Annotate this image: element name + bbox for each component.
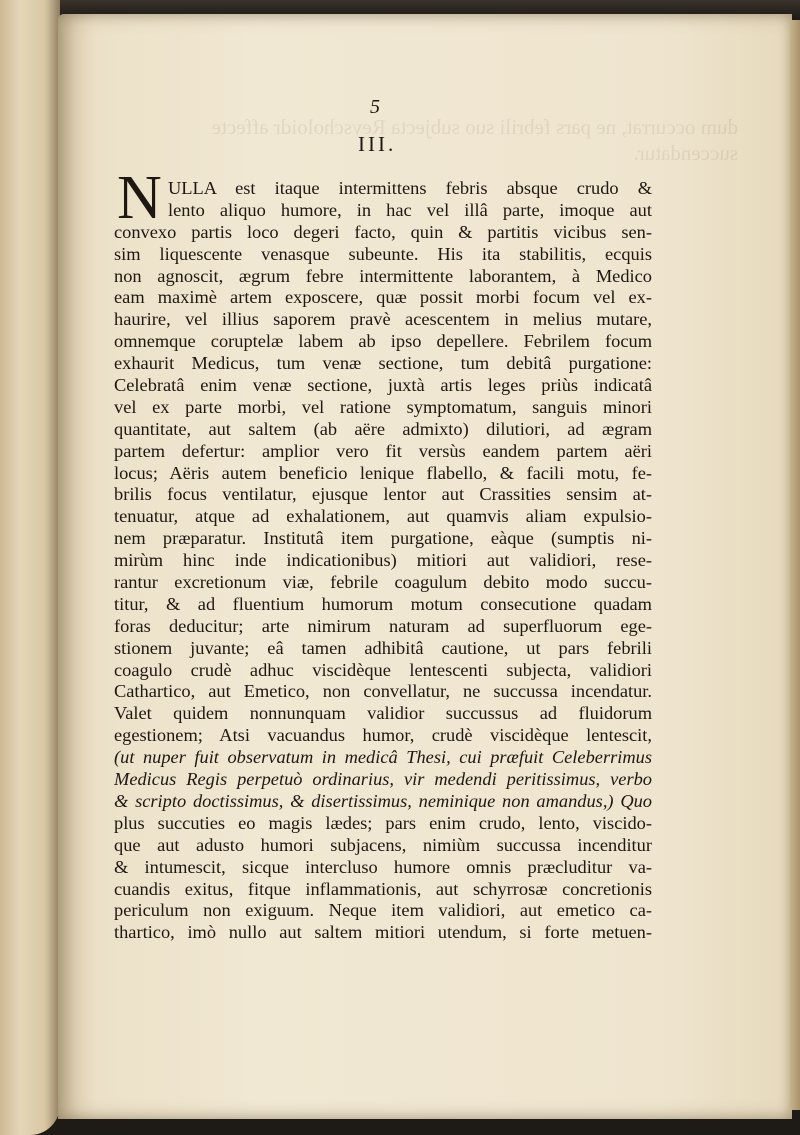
page-number: 5	[370, 96, 380, 118]
text-line: que aut adusto humori subjacens, nimiùm succussa incenditur	[114, 834, 652, 855]
text-line: rantur excretionum viæ, febrile coagulum debito modo succu-	[114, 572, 652, 593]
text-line: periculum non exiguum. Neque item validiori, aut emetico ca-	[114, 900, 652, 921]
bleed-line: dum occurrat, ne pars febrili suo subjecta Reyscholoidr affecte	[211, 115, 738, 139]
text-line: quantitate, aut saltem (ab aëre admixto) dilutiori, ad ægram	[114, 418, 652, 439]
text-line: sim liquescente venasque subeunte. His ita stabilitis, ecquis	[114, 243, 652, 264]
text-line: eam maximè artem exposcere, quæ possit morbi focum vel ex-	[114, 287, 652, 308]
text-line: exhaurit Medicus, tum venæ sectione, tum debitâ purgatione:	[114, 353, 652, 374]
text-line: cuandis exitus, fitque inflammationis, aut schyrrosæ concretionis	[114, 878, 652, 899]
text-line: stionem juvante; eâ tamen adhibitâ cautione, ut pars febrili	[114, 637, 652, 658]
drop-cap: N	[117, 164, 162, 232]
bleed-line: succendatur.	[633, 141, 738, 166]
text-line: haurire, vel illius saporem pravè acescentem in melius mutare,	[114, 309, 652, 330]
text-line: tenuatur, atque ad exhalationem, aut quamvis aliam expulsio-	[114, 506, 652, 527]
section-heading: III.	[358, 132, 397, 156]
text-line: Valet quidem nonnunquam validior succussus ad fluidorum	[114, 703, 652, 724]
text-line: coagulo crudè adhuc viscidèque lentescenti subjecta, validiori	[114, 659, 652, 680]
text-line: plus succuties eo magis lædes; pars enim crudo, lento, viscido-	[114, 812, 652, 833]
text-line-italic: & scripto doctissimus, & disertissimus, neminique non amandus,) Quo	[114, 790, 652, 811]
text-line-italic: (ut nuper fuit observatum in medicâ Thesi, cui præfuit Celeberrimus	[114, 747, 652, 768]
text-line: brilis focus ventilatur, ejusque lentor aut Crassities sensim at-	[114, 484, 652, 505]
text-line: nem præparatur. Institutâ item purgatione, eàque (sumptis ni-	[114, 528, 652, 549]
text-line: partem defertur: amplior vero fit versùs eandem partem aëri	[114, 440, 652, 461]
text-line: mirùm hinc inde indicationibus) mitiori aut validiori, rese-	[114, 550, 652, 571]
text-line: & intumescit, sicque interclusо humore omnis præcluditur va-	[114, 856, 652, 877]
text-line-italic: Medicus Regis perpetuò ordinarius, vir medendi peritissimus, verbo	[114, 769, 652, 790]
text-line: convexo partis loco degeri facto, quin & partitis vicibus sen-	[114, 221, 652, 242]
text-line: ULLA est itaque intermittens febris absque crudo &	[168, 178, 652, 198]
text-line: omnemque coruptelæ labem ab ipso depellere. Febrilem focum	[114, 331, 652, 352]
text-line: titur, & ad fluentium humorum motum consecutione quadam	[114, 593, 652, 614]
left-page-edge	[0, 0, 60, 1135]
right-page-edge	[790, 20, 800, 1110]
text-line: non agnoscit, ægrum febre intermittente laborantem, à Medico	[114, 265, 652, 286]
text-line: foras deducitur; arte nimirum naturam ad superfluorum ege-	[114, 615, 652, 636]
body-text	[114, 178, 652, 944]
text-line: lento aliquo humore, in hac vel illâ parte, imoque aut	[168, 199, 652, 220]
text-line: Cathartico, aut Emetico, non convellatur, ne succussa incendatur.	[114, 681, 652, 702]
text-line: thartico, imò nullo aut saltem mitiori utendum, si forte metuen-	[114, 922, 652, 943]
text-line: egestionem; Atsi vacuandus humor, crudè viscidèque lentescit,	[114, 725, 652, 746]
text-line: Celebratâ enim venæ sectione, juxtà artis leges priùs indicatâ	[114, 375, 652, 396]
text-line: vel ex parte morbi, vel ratione symptomatum, sanguis minori	[114, 396, 652, 417]
text-line: locus; Aëris autem beneficio lenique flabello, & facili motu, fe-	[114, 462, 652, 483]
bleed-through-text	[178, 114, 738, 167]
